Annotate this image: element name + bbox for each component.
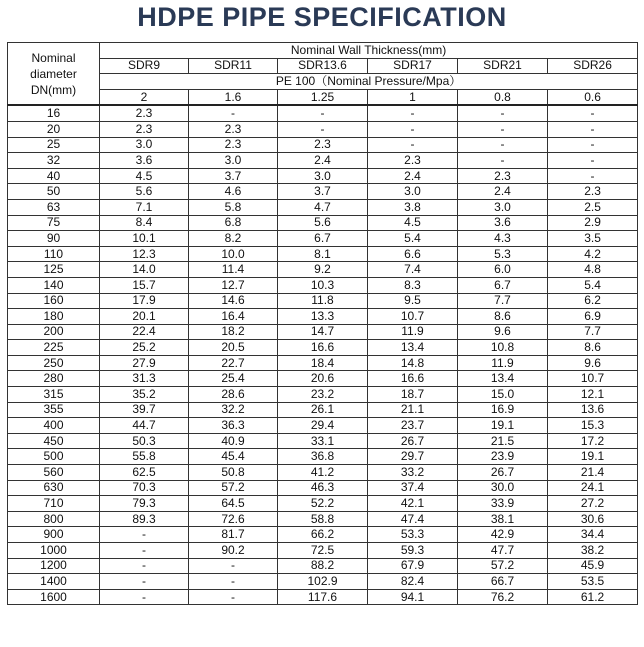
table-row (8, 402, 638, 418)
wall-thickness-cell: 27.9 (100, 355, 189, 371)
wall-thickness-cell: 28.6 (189, 387, 278, 403)
wall-thickness-cell: 6.7 (278, 231, 368, 247)
wall-thickness-cell: 33.9 (458, 496, 548, 512)
wall-thickness-cell: 5.8 (189, 199, 278, 215)
wall-thickness-cell: 14.0 (100, 262, 189, 278)
wall-thickness-cell: 2.3 (100, 121, 189, 137)
wall-thickness-cell: 41.2 (278, 465, 368, 481)
wall-thickness-cell: 15.3 (548, 418, 638, 434)
table-row (8, 449, 638, 465)
wall-thickness-cell: 39.7 (100, 402, 189, 418)
nominal-diameter-cell: 315 (8, 387, 100, 403)
wall-thickness-cell: - (189, 574, 278, 590)
wall-thickness-cell: 2.3 (100, 105, 189, 121)
wall-thickness-cell: 9.5 (368, 293, 458, 309)
wall-thickness-cell: 2.9 (548, 215, 638, 231)
sdr-header-sdr26: SDR26 (548, 58, 638, 74)
wall-thickness-cell: 33.2 (368, 465, 458, 481)
nominal-diameter-cell: 710 (8, 496, 100, 512)
nominal-diameter-cell: 50 (8, 184, 100, 200)
wall-thickness-cell: 11.9 (458, 355, 548, 371)
wall-thickness-cell: 9.6 (548, 355, 638, 371)
wall-thickness-cell: 17.2 (548, 433, 638, 449)
pressure-value: 0.6 (548, 89, 638, 105)
wall-thickness-cell: 10.3 (278, 277, 368, 293)
table-row (8, 105, 638, 121)
table-row (8, 496, 638, 512)
pressure-value: 1 (368, 89, 458, 105)
wall-thickness-cell: 7.1 (100, 199, 189, 215)
nominal-diameter-cell: 63 (8, 199, 100, 215)
wall-thickness-cell: 94.1 (368, 589, 458, 605)
nominal-diameter-cell: 160 (8, 293, 100, 309)
wall-thickness-cell: 4.2 (548, 246, 638, 262)
wall-thickness-cell: 42.1 (368, 496, 458, 512)
table-row (8, 153, 638, 169)
wall-thickness-cell: 9.6 (458, 324, 548, 340)
wall-thickness-cell: 2.3 (189, 121, 278, 137)
wall-thickness-cell: 53.5 (548, 574, 638, 590)
wall-thickness-cell: 4.3 (458, 231, 548, 247)
table-header (8, 43, 638, 106)
wall-thickness-cell: 5.3 (458, 246, 548, 262)
wall-thickness-cell: 27.2 (548, 496, 638, 512)
nominal-diameter-cell: 280 (8, 371, 100, 387)
wall-thickness-cell: 102.9 (278, 574, 368, 590)
wall-thickness-cell: 82.4 (368, 574, 458, 590)
nominal-diameter-cell: 1000 (8, 543, 100, 559)
wall-thickness-cell: 16.4 (189, 309, 278, 325)
wall-thickness-cell: 24.1 (548, 480, 638, 496)
wall-thickness-cell: - (189, 589, 278, 605)
table-row (8, 340, 638, 356)
nominal-diameter-cell: 560 (8, 465, 100, 481)
wall-thickness-cell: 3.0 (368, 184, 458, 200)
wall-thickness-cell: 47.7 (458, 543, 548, 559)
wall-thickness-cell: 13.4 (458, 371, 548, 387)
table-row (8, 324, 638, 340)
pressure-value: 1.25 (278, 89, 368, 105)
wall-thickness-cell: 70.3 (100, 480, 189, 496)
table-row (8, 168, 638, 184)
wall-thickness-cell: 8.6 (458, 309, 548, 325)
wall-thickness-cell: 8.1 (278, 246, 368, 262)
wall-thickness-cell: 7.4 (368, 262, 458, 278)
nominal-diameter-cell: 110 (8, 246, 100, 262)
wall-thickness-cell: 6.6 (368, 246, 458, 262)
table-body (8, 105, 638, 605)
nominal-diameter-header (8, 43, 100, 106)
wall-thickness-cell: 47.4 (368, 511, 458, 527)
wall-thickness-cell: 2.5 (548, 199, 638, 215)
wall-thickness-cell: - (189, 105, 278, 121)
nominal-diameter-cell: 900 (8, 527, 100, 543)
wall-thickness-cell: 57.2 (458, 558, 548, 574)
wall-thickness-cell: 31.3 (100, 371, 189, 387)
wall-thickness-cell: 34.4 (548, 527, 638, 543)
wall-thickness-cell: 19.1 (458, 418, 548, 434)
wall-thickness-cell: 7.7 (458, 293, 548, 309)
wall-thickness-cell: 62.5 (100, 465, 189, 481)
wall-thickness-cell: 8.2 (189, 231, 278, 247)
sdr-header-sdr9: SDR9 (100, 58, 189, 74)
wall-thickness-cell: 14.6 (189, 293, 278, 309)
wall-thickness-cell: 37.4 (368, 480, 458, 496)
wall-thickness-cell: 22.4 (100, 324, 189, 340)
table-row (8, 215, 638, 231)
wall-thickness-cell: 10.8 (458, 340, 548, 356)
table-row (8, 433, 638, 449)
dn-header-line-2: diameter (30, 66, 77, 81)
nominal-diameter-cell: 225 (8, 340, 100, 356)
wall-thickness-cell: 2.4 (278, 153, 368, 169)
sdr-header-sdr17: SDR17 (368, 58, 458, 74)
wall-thickness-cell: 26.7 (458, 465, 548, 481)
table-row (8, 543, 638, 559)
wall-thickness-cell: 46.3 (278, 480, 368, 496)
wall-thickness-cell: - (458, 137, 548, 153)
wall-thickness-cell: - (189, 558, 278, 574)
wall-thickness-cell: 11.4 (189, 262, 278, 278)
wall-thickness-cell: 3.8 (368, 199, 458, 215)
wall-thickness-cell: 5.6 (278, 215, 368, 231)
wall-thickness-cell: 6.0 (458, 262, 548, 278)
wall-thickness-cell: - (368, 121, 458, 137)
wall-thickness-cell: 36.3 (189, 418, 278, 434)
wall-thickness-cell: 76.2 (458, 589, 548, 605)
table-row (8, 465, 638, 481)
wall-thickness-cell: 3.5 (548, 231, 638, 247)
table-row (8, 387, 638, 403)
nominal-diameter-cell: 355 (8, 402, 100, 418)
wall-thickness-cell: 40.9 (189, 433, 278, 449)
table-row (8, 246, 638, 262)
wall-thickness-cell: 33.1 (278, 433, 368, 449)
wall-thickness-cell: 3.7 (278, 184, 368, 200)
pressure-value: 1.6 (189, 89, 278, 105)
wall-thickness-cell: 10.0 (189, 246, 278, 262)
wall-thickness-cell: - (278, 105, 368, 121)
wall-thickness-cell: 17.9 (100, 293, 189, 309)
wall-thickness-cell: 4.5 (368, 215, 458, 231)
wall-thickness-cell: 3.0 (458, 199, 548, 215)
wall-thickness-cell: 52.2 (278, 496, 368, 512)
table-row (8, 355, 638, 371)
wall-thickness-cell: 6.9 (548, 309, 638, 325)
wall-thickness-cell: 58.8 (278, 511, 368, 527)
wall-thickness-cell: 6.2 (548, 293, 638, 309)
wall-thickness-cell: 3.6 (100, 153, 189, 169)
wall-thickness-cell: 79.3 (100, 496, 189, 512)
wall-thickness-cell: - (548, 137, 638, 153)
pressure-value: 0.8 (458, 89, 548, 105)
wall-thickness-cell: 30.6 (548, 511, 638, 527)
wall-thickness-cell: 38.1 (458, 511, 548, 527)
wall-thickness-cell: 64.5 (189, 496, 278, 512)
wall-thickness-cell: 13.3 (278, 309, 368, 325)
wall-thickness-cell: 13.6 (548, 402, 638, 418)
wall-thickness-cell: 45.4 (189, 449, 278, 465)
wall-thickness-cell: 18.4 (278, 355, 368, 371)
nominal-diameter-cell: 500 (8, 449, 100, 465)
wall-thickness-cell: - (100, 558, 189, 574)
wall-thickness-cell: 29.7 (368, 449, 458, 465)
wall-thickness-cell: 50.8 (189, 465, 278, 481)
wall-thickness-cell: 6.8 (189, 215, 278, 231)
wall-thickness-cell: 89.3 (100, 511, 189, 527)
wall-thickness-cell: 50.3 (100, 433, 189, 449)
wall-thickness-cell: - (548, 168, 638, 184)
wall-thickness-cell: 35.2 (100, 387, 189, 403)
wall-thickness-cell: 7.7 (548, 324, 638, 340)
wall-thickness-cell: 20.6 (278, 371, 368, 387)
table-row (8, 184, 638, 200)
table-row (8, 418, 638, 434)
table-row (8, 558, 638, 574)
table-row (8, 137, 638, 153)
wall-thickness-cell: 5.4 (368, 231, 458, 247)
wall-thickness-cell: 66.2 (278, 527, 368, 543)
table-row (8, 480, 638, 496)
nominal-diameter-cell: 20 (8, 121, 100, 137)
wall-thickness-cell: 4.6 (189, 184, 278, 200)
table-row (8, 262, 638, 278)
sdr-header-sdr21: SDR21 (458, 58, 548, 74)
wall-thickness-cell: 16.9 (458, 402, 548, 418)
wall-thickness-cell: 36.8 (278, 449, 368, 465)
wall-thickness-cell: 72.5 (278, 543, 368, 559)
wall-thickness-cell: 29.4 (278, 418, 368, 434)
wall-thickness-cell: - (278, 121, 368, 137)
table-row (8, 589, 638, 605)
sdr-header-sdr13-6: SDR13.6 (278, 58, 368, 74)
wall-thickness-cell: 88.2 (278, 558, 368, 574)
wall-thickness-cell: 2.3 (458, 168, 548, 184)
wall-thickness-cell: 26.7 (368, 433, 458, 449)
wall-thickness-cell: 81.7 (189, 527, 278, 543)
wall-thickness-cell: 20.1 (100, 309, 189, 325)
wall-thickness-cell: - (368, 137, 458, 153)
wall-thickness-cell: 23.7 (368, 418, 458, 434)
wall-thickness-cell: - (100, 543, 189, 559)
wall-thickness-cell: 72.6 (189, 511, 278, 527)
wall-thickness-cell: 2.3 (278, 137, 368, 153)
table-row (8, 121, 638, 137)
wall-thickness-cell: - (458, 121, 548, 137)
wall-thickness-cell: 5.4 (548, 277, 638, 293)
wall-thickness-cell: 23.2 (278, 387, 368, 403)
wall-thickness-cell: 67.9 (368, 558, 458, 574)
table-row (8, 309, 638, 325)
nominal-diameter-cell: 630 (8, 480, 100, 496)
wall-thickness-cell: 2.4 (458, 184, 548, 200)
wall-thickness-cell: 4.8 (548, 262, 638, 278)
nominal-diameter-cell: 16 (8, 105, 100, 121)
wall-thickness-cell: 44.7 (100, 418, 189, 434)
wall-thickness-cell: 12.3 (100, 246, 189, 262)
table-row (8, 371, 638, 387)
wall-thickness-cell: - (458, 153, 548, 169)
wall-thickness-cell: 11.8 (278, 293, 368, 309)
wall-thickness-cell: 2.3 (548, 184, 638, 200)
wall-thickness-cell: 61.2 (548, 589, 638, 605)
sdr-header-sdr11: SDR11 (189, 58, 278, 74)
wall-thickness-cell: 10.7 (548, 371, 638, 387)
wall-thickness-cell: 3.7 (189, 168, 278, 184)
wall-thickness-cell: 10.1 (100, 231, 189, 247)
wall-thickness-cell: 19.1 (548, 449, 638, 465)
wall-thickness-cell: 25.2 (100, 340, 189, 356)
wall-thickness-cell: 2.4 (368, 168, 458, 184)
nominal-diameter-cell: 250 (8, 355, 100, 371)
pressure-values-row (8, 89, 638, 105)
nominal-diameter-cell: 1600 (8, 589, 100, 605)
nominal-diameter-cell: 75 (8, 215, 100, 231)
dn-header-line-3: DN(mm) (30, 82, 77, 97)
wall-thickness-header: Nominal Wall Thickness(mm) (100, 43, 638, 59)
wall-thickness-cell: 14.7 (278, 324, 368, 340)
table-row (8, 511, 638, 527)
wall-thickness-cell: - (368, 105, 458, 121)
nominal-diameter-cell: 32 (8, 153, 100, 169)
wall-thickness-cell: 23.9 (458, 449, 548, 465)
table-row (8, 231, 638, 247)
nominal-diameter-cell: 25 (8, 137, 100, 153)
wall-thickness-cell: 90.2 (189, 543, 278, 559)
wall-thickness-cell: 15.7 (100, 277, 189, 293)
nominal-diameter-cell: 90 (8, 231, 100, 247)
wall-thickness-cell: - (548, 153, 638, 169)
wall-thickness-cell: - (100, 574, 189, 590)
wall-thickness-cell: 55.8 (100, 449, 189, 465)
wall-thickness-cell: 117.6 (278, 589, 368, 605)
table-row (8, 277, 638, 293)
nominal-diameter-cell: 140 (8, 277, 100, 293)
wall-thickness-cell: - (100, 527, 189, 543)
wall-thickness-cell: 13.4 (368, 340, 458, 356)
wall-thickness-cell: 18.7 (368, 387, 458, 403)
wall-thickness-cell: 16.6 (368, 371, 458, 387)
pressure-value: 2 (100, 89, 189, 105)
nominal-diameter-cell: 200 (8, 324, 100, 340)
wall-thickness-cell: 21.4 (548, 465, 638, 481)
wall-thickness-cell: 30.0 (458, 480, 548, 496)
wall-thickness-cell: 4.7 (278, 199, 368, 215)
wall-thickness-cell: 16.6 (278, 340, 368, 356)
nominal-diameter-cell: 180 (8, 309, 100, 325)
wall-thickness-cell: 8.6 (548, 340, 638, 356)
page-title: HDPE PIPE SPECIFICATION (137, 2, 507, 32)
wall-thickness-cell: 4.5 (100, 168, 189, 184)
wall-thickness-cell: 45.9 (548, 558, 638, 574)
wall-thickness-cell: 26.1 (278, 402, 368, 418)
wall-thickness-cell: - (458, 105, 548, 121)
wall-thickness-cell: 8.3 (368, 277, 458, 293)
wall-thickness-cell: 3.6 (458, 215, 548, 231)
table-row (8, 574, 638, 590)
nominal-diameter-cell: 125 (8, 262, 100, 278)
wall-thickness-cell: 59.3 (368, 543, 458, 559)
wall-thickness-cell: 8.4 (100, 215, 189, 231)
nominal-diameter-cell: 1400 (8, 574, 100, 590)
nominal-diameter-cell: 400 (8, 418, 100, 434)
wall-thickness-cell: 14.8 (368, 355, 458, 371)
wall-thickness-cell: 21.1 (368, 402, 458, 418)
wall-thickness-cell: 57.2 (189, 480, 278, 496)
specification-table (7, 42, 638, 605)
wall-thickness-cell: 9.2 (278, 262, 368, 278)
wall-thickness-cell: - (548, 105, 638, 121)
wall-thickness-cell: 10.7 (368, 309, 458, 325)
wall-thickness-cell: 53.3 (368, 527, 458, 543)
wall-thickness-cell: 12.7 (189, 277, 278, 293)
wall-thickness-cell: 3.0 (100, 137, 189, 153)
wall-thickness-cell: 6.7 (458, 277, 548, 293)
wall-thickness-cell: 38.2 (548, 543, 638, 559)
wall-thickness-cell: 20.5 (189, 340, 278, 356)
wall-thickness-cell: 11.9 (368, 324, 458, 340)
wall-thickness-cell: 3.0 (278, 168, 368, 184)
wall-thickness-cell: 2.3 (368, 153, 458, 169)
table-row (8, 527, 638, 543)
wall-thickness-cell: 18.2 (189, 324, 278, 340)
nominal-diameter-cell: 800 (8, 511, 100, 527)
wall-thickness-cell: 5.6 (100, 184, 189, 200)
wall-thickness-cell: - (100, 589, 189, 605)
wall-thickness-cell: 21.5 (458, 433, 548, 449)
nominal-diameter-cell: 1200 (8, 558, 100, 574)
wall-thickness-cell: 25.4 (189, 371, 278, 387)
wall-thickness-cell: - (548, 121, 638, 137)
wall-thickness-cell: 15.0 (458, 387, 548, 403)
wall-thickness-cell: 32.2 (189, 402, 278, 418)
wall-thickness-cell: 22.7 (189, 355, 278, 371)
dn-header-line-1: Nominal (31, 50, 76, 65)
nominal-diameter-cell: 40 (8, 168, 100, 184)
wall-thickness-cell: 66.7 (458, 574, 548, 590)
wall-thickness-cell: 2.3 (189, 137, 278, 153)
wall-thickness-cell: 3.0 (189, 153, 278, 169)
wall-thickness-cell: 12.1 (548, 387, 638, 403)
table-row (8, 293, 638, 309)
wall-thickness-cell: 42.9 (458, 527, 548, 543)
pressure-label-header: PE 100（Nominal Pressure/Mpa） (100, 74, 638, 90)
table-row (8, 199, 638, 215)
nominal-diameter-cell: 450 (8, 433, 100, 449)
sdr-header-row (8, 58, 638, 74)
